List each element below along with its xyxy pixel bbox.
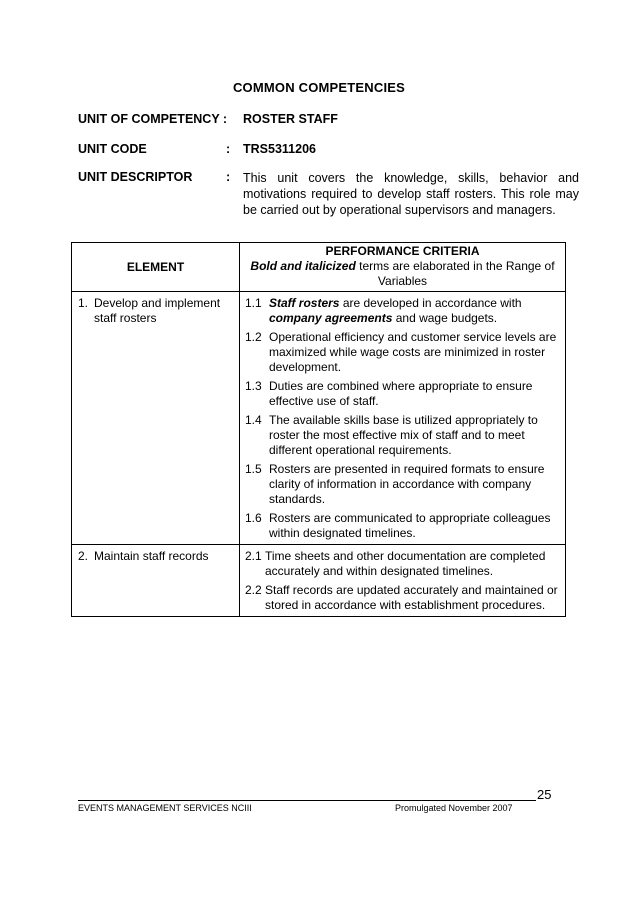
element-item <box>78 296 235 326</box>
criterion-text: Time sheets and other documentation are completed accurately and within designated timelines. <box>265 549 546 578</box>
header-element: ELEMENT <box>72 243 240 292</box>
criterion <box>245 413 561 458</box>
table-row <box>72 292 566 545</box>
criterion-number: 1.5 <box>245 462 262 476</box>
criterion-number: 2.1 <box>245 549 262 563</box>
pc-note-bold: Bold and italicized <box>250 259 356 273</box>
unit-descriptor-label: UNIT DESCRIPTOR <box>78 170 193 184</box>
criterion-number: 1.3 <box>245 379 262 393</box>
criterion <box>245 549 561 579</box>
table-row <box>72 545 566 617</box>
criterion-term: company agreements <box>269 311 393 325</box>
criterion-number: 1.4 <box>245 413 262 427</box>
competency-table <box>71 242 566 617</box>
table-header-row <box>72 243 566 292</box>
criterion-number: 1.6 <box>245 511 262 525</box>
pc-title: PERFORMANCE CRITERIA <box>325 244 480 258</box>
criterion <box>245 583 561 613</box>
footer-promulgated-date: Promulgated November 2007 <box>395 803 513 813</box>
criterion-number: 1.2 <box>245 330 262 344</box>
criterion-text-part: are developed in accordance with <box>339 296 522 310</box>
criterion-number: 2.2 <box>245 583 262 597</box>
footer-divider <box>78 800 536 801</box>
element-label: Maintain staff records <box>94 549 209 563</box>
criterion-text: Duties are combined where appropriate to ensure effective use of staff. <box>269 379 533 408</box>
criterion-number: 1.1 <box>245 296 262 310</box>
criterion-text: Rosters are communicated to appropriate colleagues within designated timelines. <box>269 511 551 540</box>
criterion <box>245 511 561 541</box>
criterion <box>245 462 561 507</box>
unit-competency-label: UNIT OF COMPETENCY : <box>78 112 228 126</box>
pc-note-rest: terms are elaborated in the Range of Variables <box>355 259 555 288</box>
footer-program-name: EVENTS MANAGEMENT SERVICES NCIII <box>78 803 252 813</box>
criterion <box>245 296 561 326</box>
unit-code-colon: : <box>226 142 231 156</box>
criterion-term: Staff rosters <box>269 296 340 310</box>
pc-note <box>244 259 561 289</box>
criterion <box>245 330 561 375</box>
page-title: COMMON COMPETENCIES <box>232 80 406 95</box>
unit-code-value: TRS5311206 <box>243 142 316 156</box>
criterion-text: The available skills base is utilized appropriately to roster the most effective mix of staff and to meet different operational requirements. <box>269 413 538 457</box>
unit-descriptor-colon: : <box>226 170 231 184</box>
criterion-text: Operational efficiency and customer service levels are maximized while wage costs are minimized in roster development. <box>269 330 557 374</box>
unit-code-label: UNIT CODE <box>78 142 147 156</box>
unit-descriptor-value: This unit covers the knowledge, skills, behavior and motivations required to develop staff rosters. This role may be carried out by operational supervisors and managers. <box>243 171 579 217</box>
unit-competency-value: ROSTER STAFF <box>243 112 338 126</box>
criteria-cell <box>240 545 566 617</box>
criterion-text-part: and wage budgets. <box>392 311 498 325</box>
element-number: 1. <box>78 296 89 310</box>
criterion-text: Rosters are presented in required formats to ensure clarity of information in accordance with company standards. <box>269 462 545 506</box>
criteria-cell <box>240 292 566 545</box>
element-item <box>78 549 235 564</box>
criterion-text <box>269 296 561 326</box>
criterion-text: Staff records are updated accurately and maintained or stored in accordance with establishment procedures. <box>265 583 558 612</box>
element-cell <box>72 292 240 545</box>
element-label: Develop and implement staff rosters <box>94 296 221 325</box>
page-number: 25 <box>537 787 552 802</box>
header-performance-criteria <box>240 243 566 292</box>
element-number: 2. <box>78 549 89 563</box>
element-cell <box>72 545 240 617</box>
criterion <box>245 379 561 409</box>
